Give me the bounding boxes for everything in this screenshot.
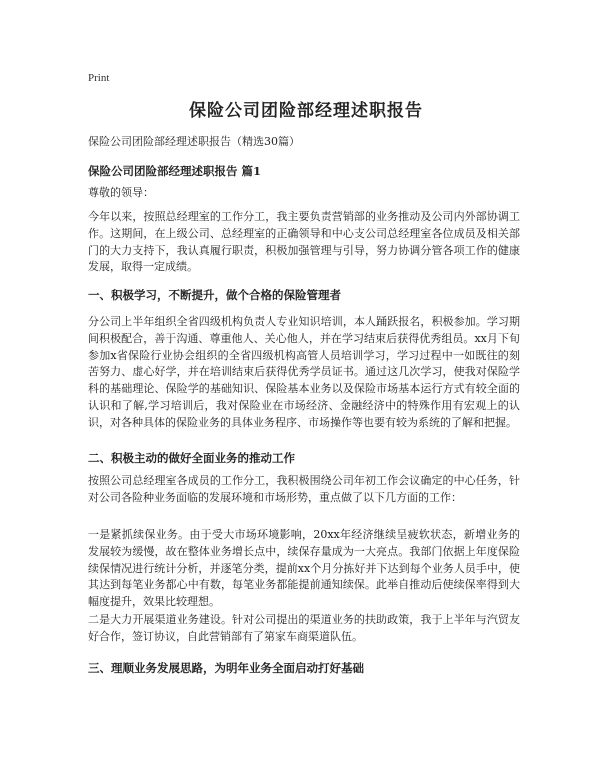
greeting: 尊敬的领导：: [88, 186, 154, 199]
document-subtitle: 保险公司团险部经理述职报告（精选30篇）: [88, 135, 300, 148]
section-2-item-2: 二是大力开展渠道业务建设。针对公司提出的渠道业务的扶助政策，我于上半年与汽贸友好合作，签订协议，自此营销部有了第家车商渠道队伍。: [88, 613, 520, 643]
document-title: 保险公司团险部经理述职报告: [189, 101, 423, 121]
article-heading: 保险公司团险部经理述职报告 篇1: [88, 164, 262, 178]
section-1-heading: 一、积极学习，不断提升，做个合格的保险管理者: [88, 288, 341, 302]
section-2-paragraph: 按照公司总经理室各成员的工作分工，我积极围绕公司年初工作会议确定的中心任务，针对公司各险种业务面临的发展环境和市场形势，重点做了以下几方面的工作：: [88, 474, 520, 504]
section-2-heading: 二、积极主动的做好全面业务的推动工作: [88, 451, 295, 465]
section-1-paragraph: 分公司上半年组织全省四级机构负责人专业知识培训，本人踊跃报名，积极参加。学习期间积极配合，善于沟通、尊重他人、关心他人，并在学习结束后获得优秀组员。xx月下旬参加x省保险行业协会组织的全省四级机构高管人员培训学习，学习过程中一如既往的刻苦努力、虚心好学，并在培训结束后获得优秀学员证书。通过这几次学习，使我对保险学科的基础理论、保险学的基础知识、保险基本业务以及保险市场基本运行方式有较全面的认识和了解,学习培训后，我对保险业在市场经济、金融经济中的特殊作用有宏观上的认识，对各种具体的保险业务的具体业务程序、市场操作等也要有较为系统的了解和把握。: [88, 315, 520, 429]
intro-paragraph: 今年以来，按照总经理室的工作分工，我主要负责营销部的业务推动及公司内外部协调工作。这期间，在上级公司、总经理室的正确领导和中心支公司总经理室各位成员及相关部门的大力支持下，我认真履行职责，积极加强管理与引导，努力协调分管各项工作的健康发展，取得一定成绩。: [88, 210, 520, 274]
print-link[interactable]: Print: [88, 72, 110, 84]
section-3-heading: 三、理顺业务发展思路，为明年业务全面启动打好基础: [88, 661, 364, 675]
section-2-item-1: 一是紧抓续保业务。由于受大市场环境影响，20xx年经济继续呈疲软状态，新增业务的发展较为缓慢，故在整体业务增长点中，续保存量成为一大亮点。我部门依据上年度保险续保情况进行统计分析，并逐笔分类，提前xx个月分拣好并下达到每个业务人员手中，使其达到每笔业务都心中有数，每笔业务都能提前通知续保。此举自推动后使续保率得到大幅度提升，效果比较理想。: [88, 528, 520, 609]
